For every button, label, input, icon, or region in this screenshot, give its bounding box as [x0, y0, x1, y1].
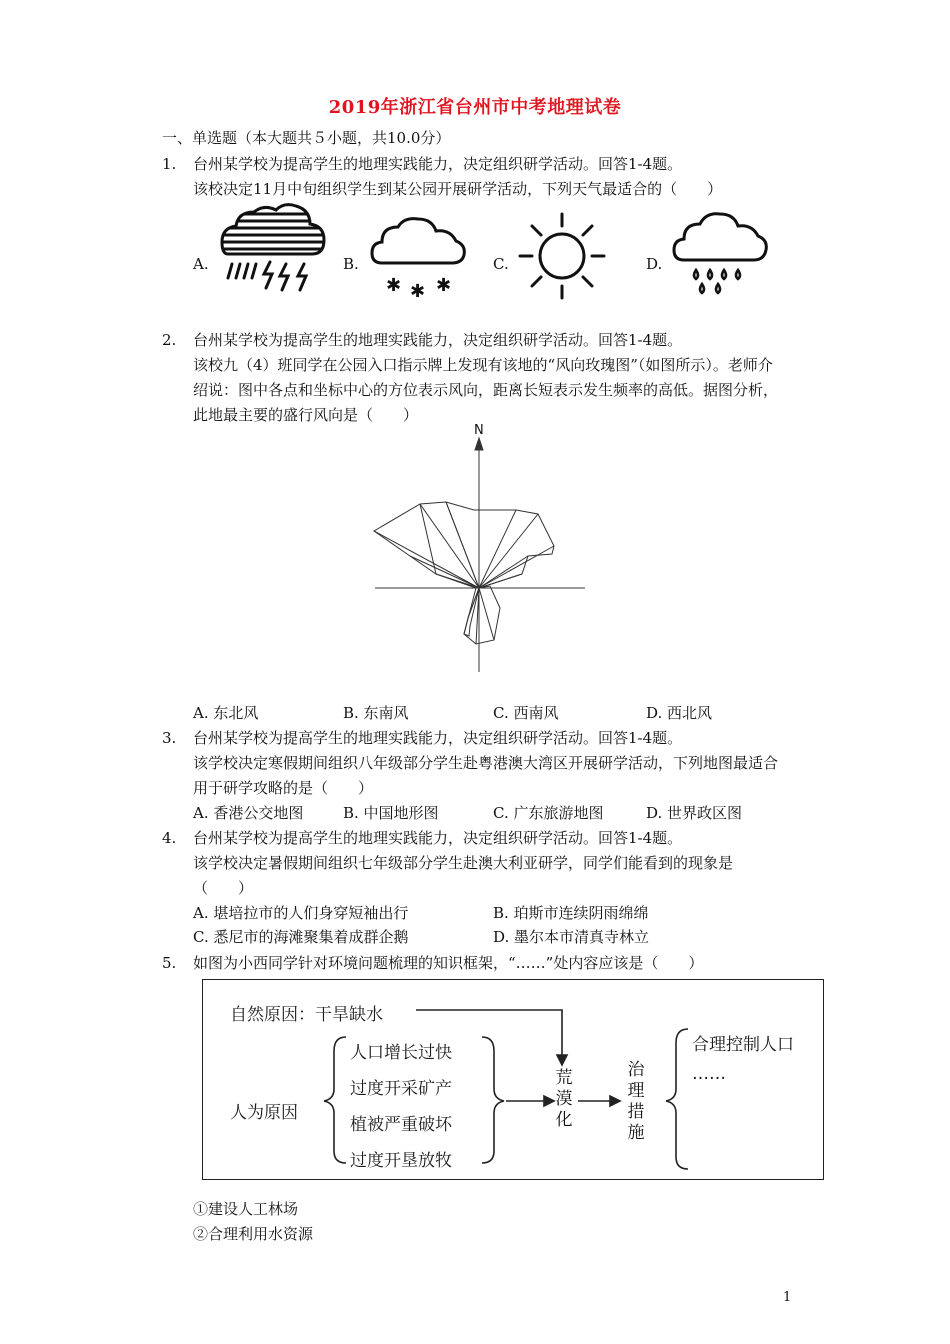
q2-option-a[interactable]: A. 东北风 — [193, 704, 259, 722]
q2-option-b[interactable]: B. 东南风 — [343, 704, 409, 722]
q2-option-c[interactable]: C. 西南风 — [493, 704, 559, 722]
rain-icon — [670, 208, 770, 300]
q1-stem: 台州某学校为提高学生的地理实践能力，决定组织研学活动。回答1-4题。 — [193, 155, 683, 173]
q1-option-b-label[interactable]: B. — [343, 255, 359, 273]
cause-item: 植被严重破坏 — [350, 1115, 452, 1135]
q2-stem: 台州某学校为提高学生的地理实践能力，决定组织研学活动。回答1-4题。 — [193, 331, 683, 349]
snow-icon — [368, 215, 468, 300]
north-label: N — [474, 423, 484, 438]
page-number: 1 — [783, 1290, 792, 1305]
natural-cause-label: 自然原因：干旱缺水 — [230, 1005, 383, 1025]
framework-connectors — [202, 979, 822, 1179]
q1-number: 1. — [162, 155, 177, 173]
measure-item-ellipsis: …… — [692, 1064, 726, 1084]
q5-text: 如图为小西同学针对环境问题梳理的知识框架，“……”处内容应该是（ ） — [193, 954, 704, 972]
q3-number: 3. — [162, 729, 177, 747]
q2-number: 2. — [162, 331, 177, 349]
q5-number: 5. — [162, 954, 177, 972]
svg-text:✱: ✱ — [436, 275, 452, 296]
thunderstorm-icon — [218, 202, 330, 302]
q3-option-b[interactable]: B. 中国地形图 — [343, 804, 439, 822]
cause-item: 过度开垦放牧 — [350, 1151, 452, 1171]
q4-option-c[interactable]: C. 悉尼市的海滩聚集着成群企鹅 — [193, 928, 409, 946]
section-heading: 一、单选题（本大题共５小题，共10.0分） — [162, 129, 451, 147]
svg-text:✱: ✱ — [386, 275, 402, 296]
q3-stem: 台州某学校为提高学生的地理实践能力，决定组织研学活动。回答1-4题。 — [193, 729, 683, 747]
q3-option-c[interactable]: C. 广东旅游地图 — [493, 804, 604, 822]
measures-label: 治理措施 — [627, 1060, 645, 1143]
q4-stem: 台州某学校为提高学生的地理实践能力，决定组织研学活动。回答1-4题。 — [193, 829, 683, 847]
q3-text: 该学校决定寒假期间组织八年级部分学生赴粤港澳大湾区开展研学活动，下列地图最适合用于研学攻略的是（ ） — [193, 754, 779, 797]
wind-rose-diagram — [340, 436, 600, 676]
q1-option-c-label[interactable]: C. — [493, 255, 509, 273]
exam-title: 2019年浙江省台州市中考地理试卷 — [328, 97, 622, 118]
q4-number: 4. — [162, 829, 177, 847]
svg-text:✱: ✱ — [410, 281, 426, 300]
q3-option-a[interactable]: A. 香港公交地图 — [193, 804, 304, 822]
measure-item: 合理控制人口 — [692, 1035, 794, 1055]
q1-option-a-label[interactable]: A. — [193, 255, 209, 273]
q5-item-1: ①建设人工林场 — [193, 1200, 299, 1218]
q1-text: 该校决定11月中旬组织学生到某公园开展研学活动，下列天气最适合的（ ） — [193, 180, 723, 198]
q4-option-d[interactable]: D. 墨尔本市清真寺林立 — [493, 928, 650, 946]
q4-option-a[interactable]: A. 堪培拉市的人们身穿短袖出行 — [193, 904, 409, 922]
cause-item: 人口增长过快 — [350, 1043, 452, 1063]
q2-option-d[interactable]: D. 西北风 — [646, 704, 713, 722]
human-cause-label: 人为原因 — [230, 1103, 298, 1123]
q1-option-d-label[interactable]: D. — [646, 255, 663, 273]
q5-item-2: ②合理利用水资源 — [193, 1225, 314, 1243]
sunny-icon — [516, 210, 608, 302]
q3-option-d[interactable]: D. 世界政区图 — [646, 804, 743, 822]
cause-item: 过度开采矿产 — [350, 1079, 452, 1099]
desertification-label: 荒漠化 — [555, 1068, 573, 1130]
q4-option-b[interactable]: B. 珀斯市连续阴雨绵绵 — [493, 904, 649, 922]
q2-text: 该校九（4）班同学在公园入口指示牌上发现有该地的“风向玫瑰图”（如图所示）。老师介绍说：图中各点和坐标中心的方位表示风向，距离长短表示发生频率的高低。据图分析，此地最主要的盛行风向是（ ） — [193, 356, 779, 424]
q4-text: 该学校决定暑假期间组织七年级部分学生赴澳大利亚研学，同学们能看到的现象是（ ） — [193, 854, 734, 897]
